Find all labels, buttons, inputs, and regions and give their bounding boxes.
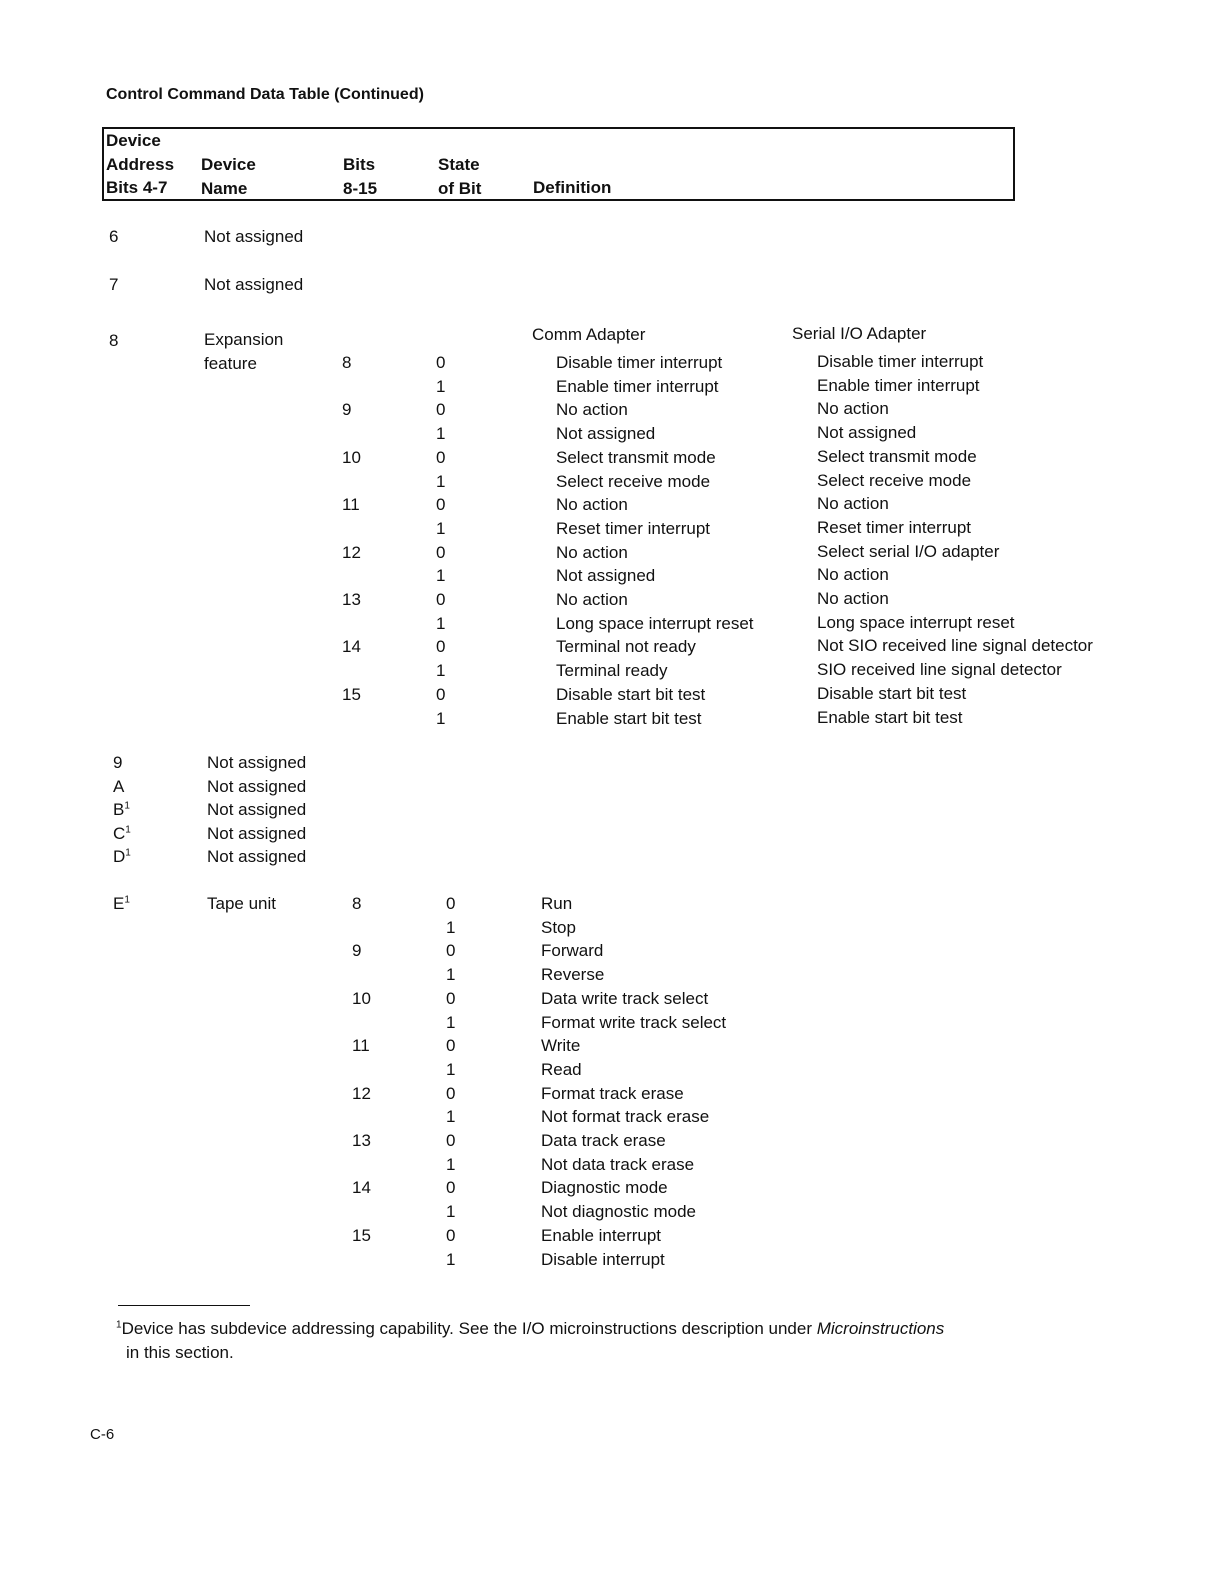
tape-state: 0 xyxy=(446,894,456,913)
tape-definition: Not data track erase xyxy=(541,1155,695,1174)
tape-definition: Data track erase xyxy=(541,1131,666,1150)
group-row-addr xyxy=(113,847,131,867)
serial-definition: No action xyxy=(817,565,889,584)
tape-name: Tape unit xyxy=(207,894,276,913)
tape-definition: Not diagnostic mode xyxy=(541,1202,696,1221)
header-device-name-1: Device xyxy=(201,155,256,174)
serial-definition: No action xyxy=(817,589,889,608)
header-state-2: of Bit xyxy=(438,178,482,198)
expansion-state: 0 xyxy=(436,590,446,609)
tape-definition: Enable interrupt xyxy=(541,1226,662,1245)
tape-bit: 12 xyxy=(352,1084,371,1103)
serial-definition: Select transmit mode xyxy=(817,447,977,466)
group-row-addr-letter: C xyxy=(113,824,126,843)
tape-definition: Data write track select xyxy=(541,989,709,1008)
tape-state: 0 xyxy=(446,1084,456,1103)
serial-definition: Select receive mode xyxy=(817,471,972,490)
row-e-addr-letter: E xyxy=(113,894,125,913)
serial-definition: No action xyxy=(817,494,889,513)
tape-bit: 11 xyxy=(352,1036,370,1055)
comm-definition: Enable start bit test xyxy=(556,709,702,728)
expansion-state: 0 xyxy=(436,448,446,467)
tape-state: 1 xyxy=(446,1155,456,1174)
group-row-addr-letter: D xyxy=(113,847,126,866)
expansion-bit: 15 xyxy=(342,685,361,704)
header-device-address-1: Device xyxy=(106,131,161,150)
row-e-addr xyxy=(113,894,130,914)
comm-definition: Select receive mode xyxy=(556,472,711,491)
expansion-bit: 8 xyxy=(342,353,352,372)
expansion-state: 1 xyxy=(436,566,446,585)
serial-definition: Not assigned xyxy=(817,423,917,442)
col-comm-adapter: Comm Adapter xyxy=(532,325,646,344)
expansion-state: 0 xyxy=(436,685,446,704)
expansion-state: 1 xyxy=(436,614,446,633)
row-8-addr: 8 xyxy=(109,331,119,350)
footnote xyxy=(116,1317,944,1341)
header-state-1: State xyxy=(438,155,480,174)
row-7-name: Not assigned xyxy=(204,275,304,294)
header-state xyxy=(438,153,481,200)
serial-definition: Long space interrupt reset xyxy=(817,613,1015,632)
serial-definition: Enable start bit test xyxy=(817,708,963,727)
tape-state: 0 xyxy=(446,1036,456,1055)
tape-bit: 14 xyxy=(352,1178,371,1197)
header-device-name xyxy=(201,153,256,200)
col-serial-adapter: Serial I/O Adapter xyxy=(792,324,927,343)
expansion-state: 1 xyxy=(436,519,446,538)
tape-definition: Diagnostic mode xyxy=(541,1178,668,1197)
group-row-addr xyxy=(113,777,124,797)
tape-state: 1 xyxy=(446,965,456,984)
tape-state: 0 xyxy=(446,989,456,1008)
tape-state: 0 xyxy=(446,1178,456,1197)
page-title: Control Command Data Table (Continued) xyxy=(106,86,424,103)
tape-state: 0 xyxy=(446,1131,456,1150)
tape-definition: Format write track select xyxy=(541,1013,727,1032)
row-7-addr: 7 xyxy=(109,275,119,294)
tape-definition: Write xyxy=(541,1036,581,1055)
tape-state: 1 xyxy=(446,1250,456,1269)
tape-state: 1 xyxy=(446,1107,456,1126)
footnote-line2: in this section. xyxy=(126,1343,234,1362)
expansion-state: 1 xyxy=(436,472,446,491)
tape-state: 1 xyxy=(446,1060,456,1079)
comm-definition: No action xyxy=(556,590,628,609)
expansion-bit: 14 xyxy=(342,637,361,656)
tape-bit: 10 xyxy=(352,989,371,1008)
serial-definition: Disable start bit test xyxy=(817,684,967,703)
serial-definition: Enable timer interrupt xyxy=(817,376,980,395)
header-device-address-2: Address xyxy=(106,154,175,174)
tape-definition: Stop xyxy=(541,918,576,937)
comm-definition: Terminal ready xyxy=(556,661,668,680)
footnote-emphasis: Microinstructions xyxy=(816,1319,945,1338)
row-6-addr: 6 xyxy=(109,227,119,246)
comm-definition: No action xyxy=(556,495,628,514)
tape-state: 1 xyxy=(446,1202,456,1221)
footnote-text: Device has subdevice addressing capability. See the I/O microinstructions description under xyxy=(121,1319,817,1338)
expansion-state: 0 xyxy=(436,543,446,562)
expansion-state: 1 xyxy=(436,377,446,396)
expansion-state: 0 xyxy=(436,637,446,656)
tape-state: 1 xyxy=(446,1013,456,1032)
group-row-name: Not assigned xyxy=(207,800,307,819)
serial-definition: Select serial I/O adapter xyxy=(817,542,1000,561)
row-e-footnote-mark: 1 xyxy=(124,894,130,906)
expansion-state: 1 xyxy=(436,709,446,728)
serial-definition: SIO received line signal detector xyxy=(817,660,1062,679)
group-row-addr-letter: 9 xyxy=(113,753,123,772)
tape-bit: 8 xyxy=(352,894,362,913)
comm-definition: No action xyxy=(556,400,628,419)
serial-definition: Disable timer interrupt xyxy=(817,352,984,371)
group-row-addr xyxy=(113,753,122,773)
group-row-name: Not assigned xyxy=(207,753,307,772)
comm-definition: Terminal not ready xyxy=(556,637,696,656)
group-row-name: Not assigned xyxy=(207,847,307,866)
expansion-bit: 11 xyxy=(342,495,360,514)
comm-definition: Reset timer interrupt xyxy=(556,519,710,538)
comm-definition: Disable start bit test xyxy=(556,685,706,704)
header-device-address xyxy=(106,129,174,200)
group-row-addr-letter: A xyxy=(113,777,125,796)
header-device-address-3: Bits 4-7 xyxy=(106,178,168,197)
expansion-bit: 10 xyxy=(342,448,361,467)
comm-definition: No action xyxy=(556,543,628,562)
group-row-footnote-mark: 1 xyxy=(125,824,131,836)
expansion-bit: 9 xyxy=(342,400,352,419)
comm-definition: Long space interrupt reset xyxy=(556,614,754,633)
header-definition: Definition xyxy=(533,178,612,197)
row-6-name: Not assigned xyxy=(204,227,304,246)
expansion-state: 1 xyxy=(436,661,446,680)
expansion-bit: 13 xyxy=(342,590,361,609)
serial-definition: No action xyxy=(817,399,889,418)
tape-state: 0 xyxy=(446,1226,456,1245)
tape-state: 0 xyxy=(446,941,456,960)
expansion-bit: 12 xyxy=(342,543,361,562)
page-number: C-6 xyxy=(90,1426,115,1443)
header-device-name-2: Name xyxy=(201,178,248,198)
group-row-addr xyxy=(113,824,131,844)
expansion-state: 0 xyxy=(436,353,446,372)
header-bits-2: 8-15 xyxy=(343,178,378,198)
group-row-addr xyxy=(113,800,130,820)
expansion-state: 0 xyxy=(436,400,446,419)
serial-definition: Not SIO received line signal detector xyxy=(817,636,1093,655)
comm-definition: Not assigned xyxy=(556,424,656,443)
header-bits-1: Bits xyxy=(343,155,376,174)
tape-bit: 9 xyxy=(352,941,362,960)
footnote-marker: 1 xyxy=(116,1319,122,1331)
tape-definition: Run xyxy=(541,894,573,913)
expansion-name-line2: feature xyxy=(204,354,257,373)
comm-definition: Enable timer interrupt xyxy=(556,377,719,396)
tape-definition: Read xyxy=(541,1060,582,1079)
tape-definition: Format track erase xyxy=(541,1084,684,1103)
comm-definition: Select transmit mode xyxy=(556,448,716,467)
tape-bit: 15 xyxy=(352,1226,371,1245)
tape-definition: Forward xyxy=(541,941,604,960)
expansion-state: 1 xyxy=(436,424,446,443)
group-row-footnote-mark: 1 xyxy=(124,800,130,812)
footnote-rule xyxy=(118,1305,250,1306)
comm-definition: Not assigned xyxy=(556,566,656,585)
serial-definition: Reset timer interrupt xyxy=(817,518,971,537)
comm-definition: Disable timer interrupt xyxy=(556,353,723,372)
tape-definition: Reverse xyxy=(541,965,605,984)
tape-bit: 13 xyxy=(352,1131,371,1150)
tape-definition: Disable interrupt xyxy=(541,1250,665,1269)
header-bits xyxy=(343,153,377,200)
tape-state: 1 xyxy=(446,918,456,937)
group-row-addr-letter: B xyxy=(113,800,125,819)
tape-definition: Not format track erase xyxy=(541,1107,710,1126)
group-row-name: Not assigned xyxy=(207,777,307,796)
group-row-footnote-mark: 1 xyxy=(125,847,131,859)
expansion-name-line1: Expansion xyxy=(204,330,284,349)
expansion-state: 0 xyxy=(436,495,446,514)
group-row-name: Not assigned xyxy=(207,824,307,843)
